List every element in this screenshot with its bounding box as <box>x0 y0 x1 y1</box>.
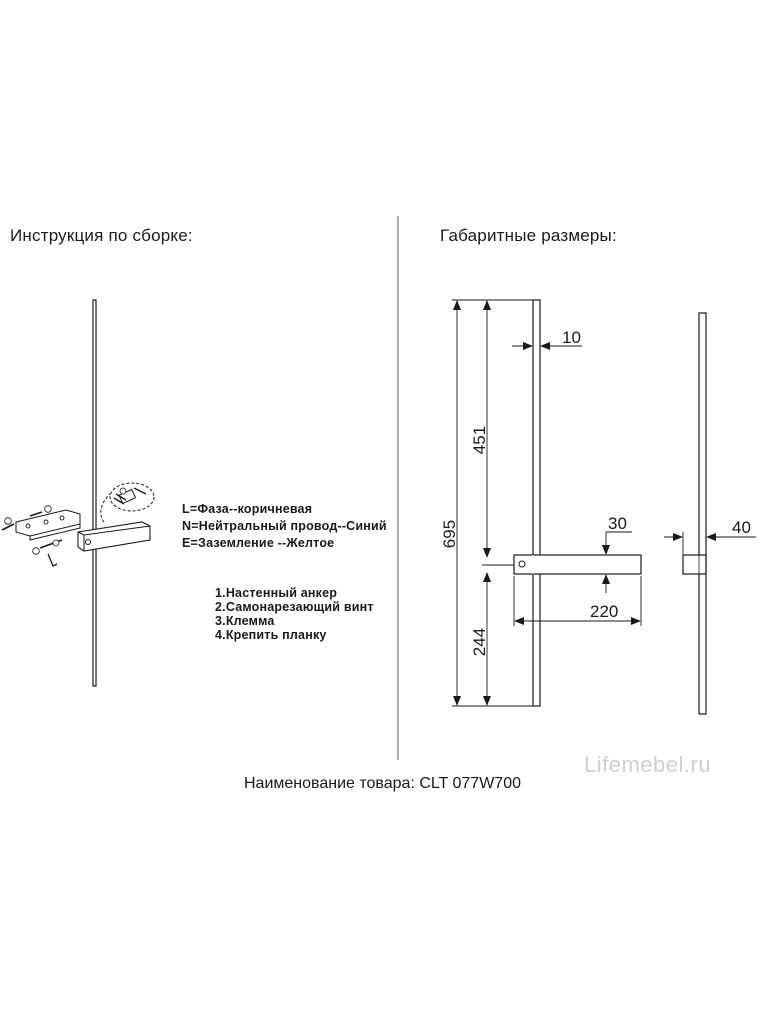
side-view-lamp <box>683 313 706 714</box>
dim-label-695: 695 <box>440 519 459 549</box>
wiring-line-phase: L=Фаза--коричневая <box>182 502 313 516</box>
wiring-line-earth: E=Заземление --Желтое <box>182 536 335 550</box>
front-view-lamp <box>514 300 641 706</box>
lamp-bar <box>93 300 96 686</box>
dim-label-10: 10 <box>562 328 581 347</box>
side-lamp-bar <box>699 313 706 714</box>
dim-label-451: 451 <box>470 425 489 455</box>
assembly-steps-legend <box>215 586 374 642</box>
dim-label-40: 40 <box>732 518 751 537</box>
dim-label-220: 220 <box>590 602 619 621</box>
dimensions-heading: Габаритные размеры: <box>440 226 617 245</box>
front-bracket-screw <box>519 561 525 567</box>
dim-label-30: 30 <box>608 514 627 533</box>
front-lamp-bar <box>533 300 540 706</box>
lamp-bracket <box>78 522 150 551</box>
wall-mounting-plate <box>16 510 80 540</box>
terminal-block-detail <box>101 483 154 522</box>
assembly-lamp-drawing <box>2 300 154 686</box>
wiring-line-neutral: N=Нейтральный провод--Синий <box>182 519 387 533</box>
assembly-instructions-heading: Инструкция по сборке: <box>10 226 193 245</box>
dimension-lines <box>452 300 756 706</box>
site-watermark: Lifemebel.ru <box>584 752 712 777</box>
assembly-step: 2.Самонарезающий винт <box>215 600 374 614</box>
assembly-step: 1.Настенный анкер <box>215 586 338 600</box>
dim-label-244: 244 <box>470 627 489 657</box>
assembly-step: 4.Крепить планку <box>215 628 327 642</box>
product-name: Наименование товара: CLT 077W700 <box>244 775 521 792</box>
side-bracket <box>683 555 706 574</box>
assembly-step: 3.Клемма <box>215 614 275 628</box>
wiring-legend <box>182 501 387 552</box>
